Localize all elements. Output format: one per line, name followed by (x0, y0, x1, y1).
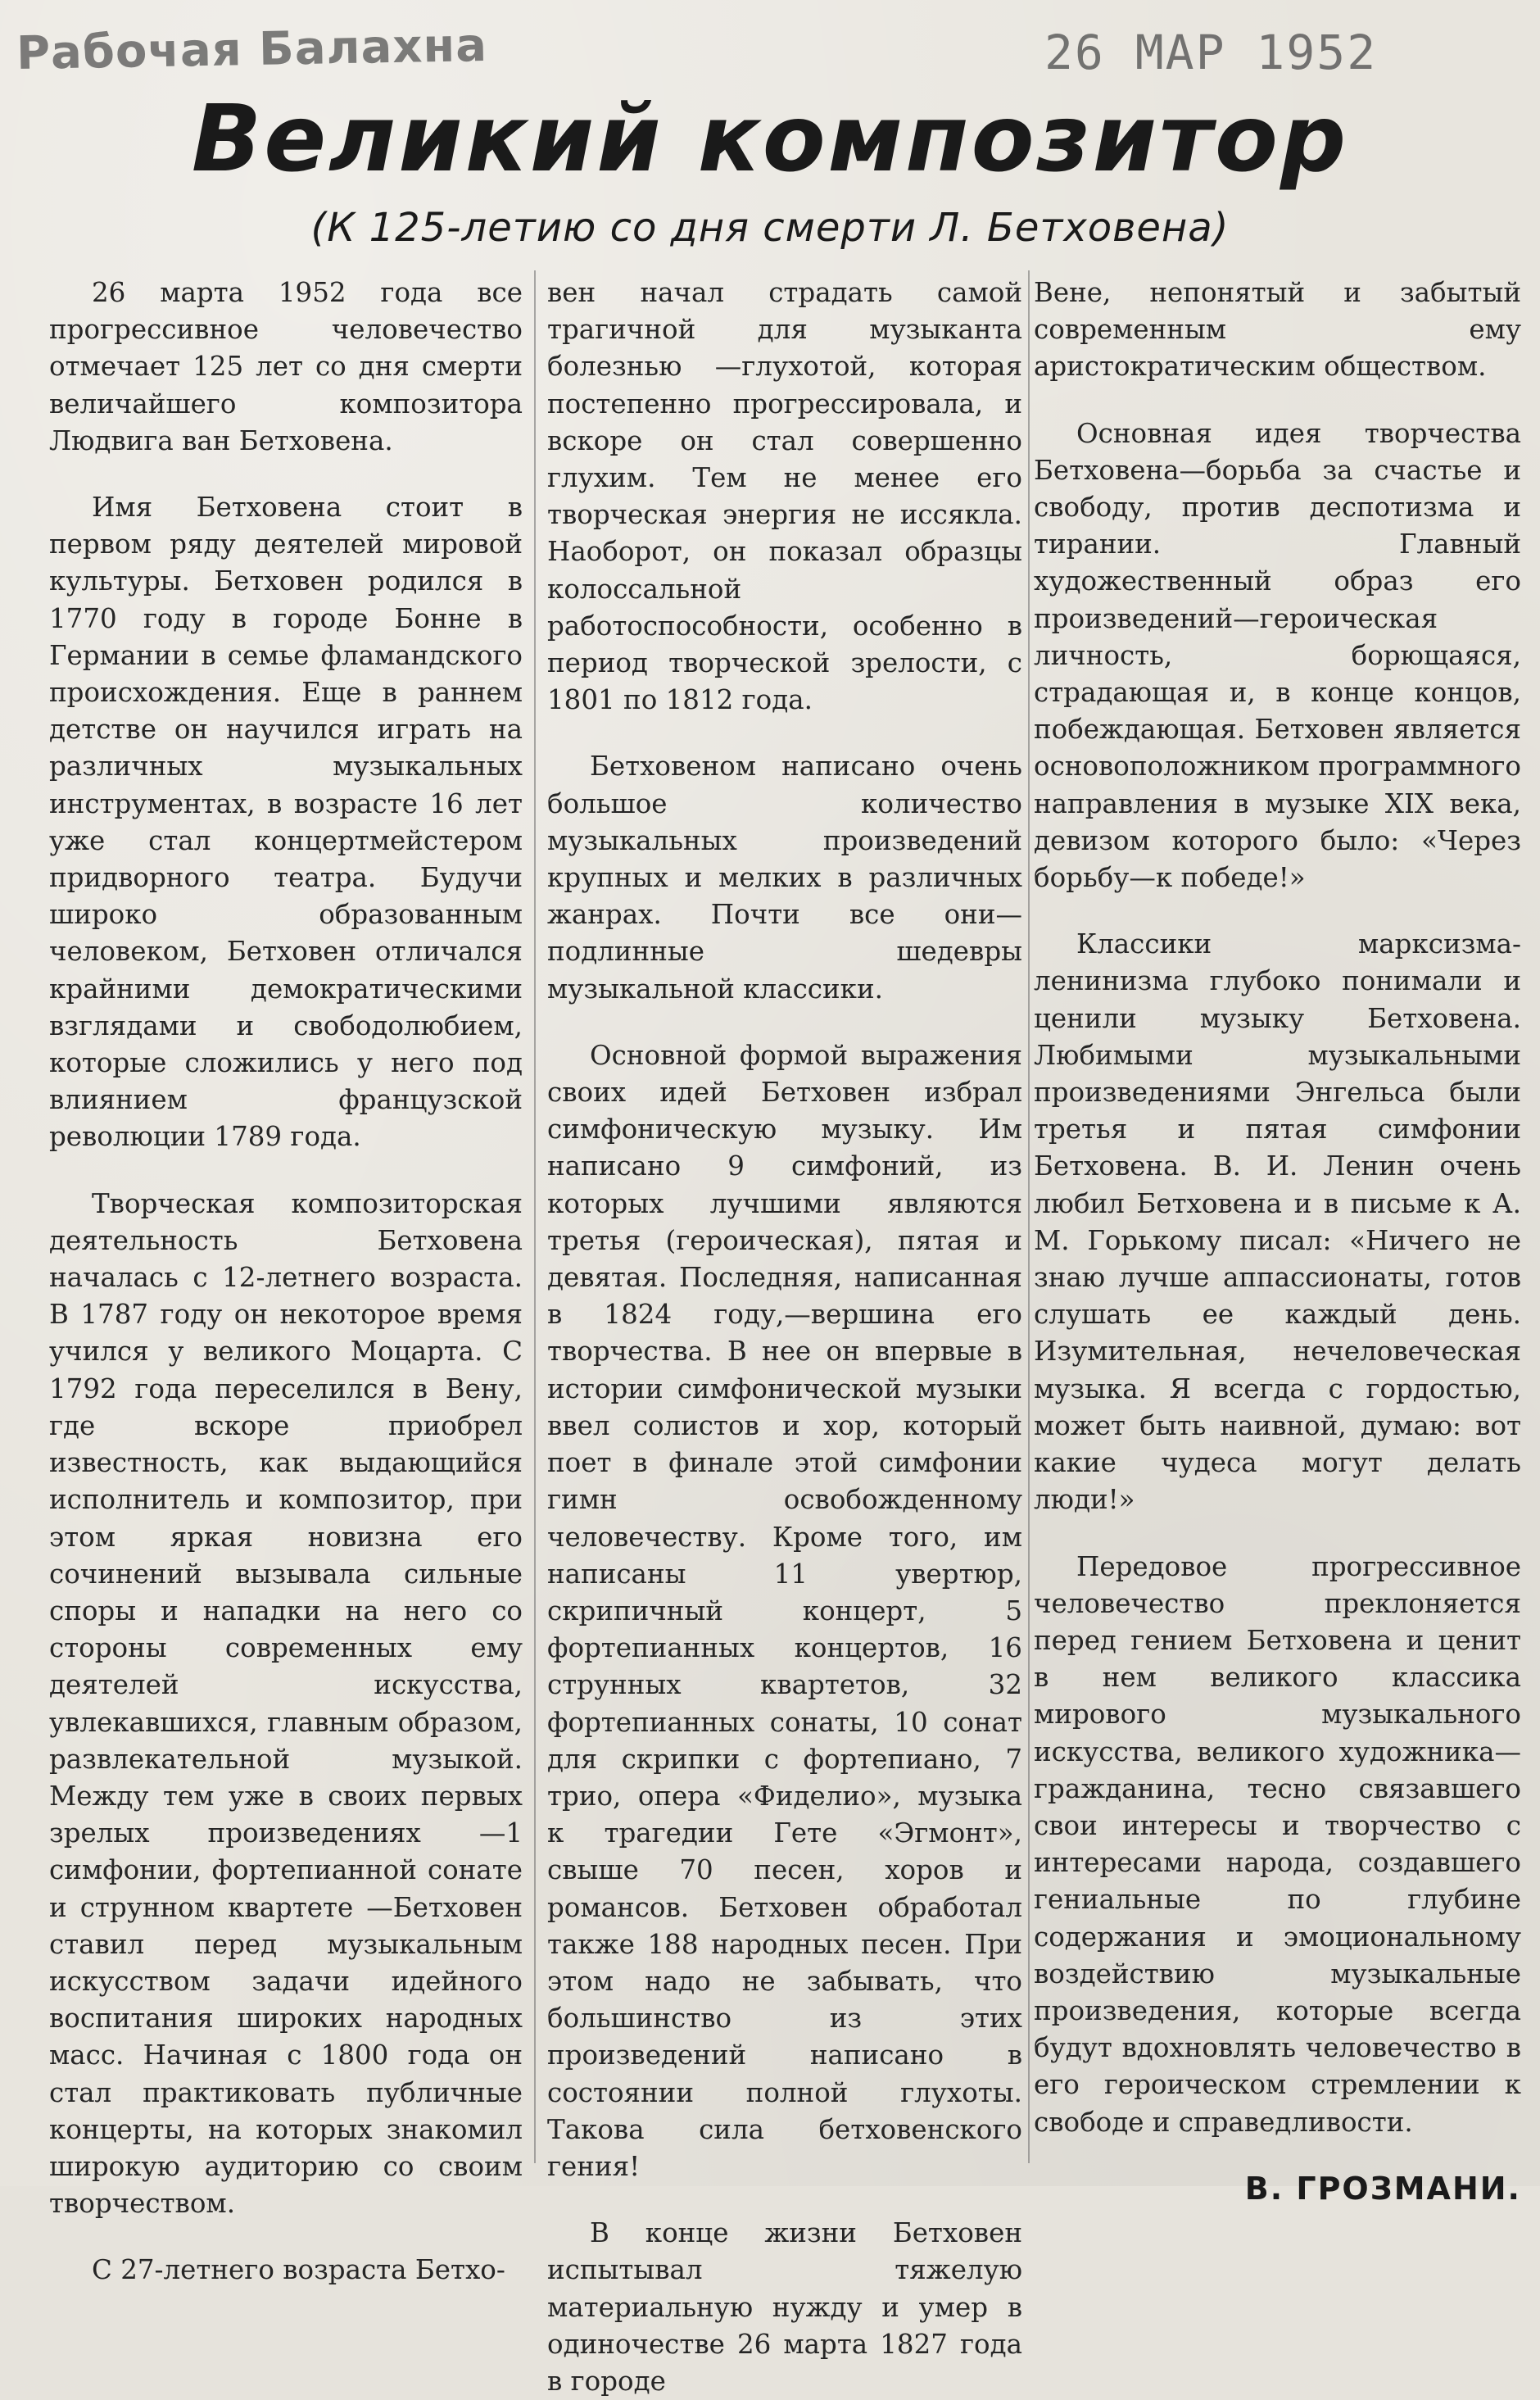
paragraph: Передовое прогрессивное человечество преклоняется перед гением Бетховена и ценит в нем великого классика мирового музыкального искусства, великого художника—гражданина, тесно связавшего свои интересы и творчество с интересами народа, создавшего гениальные по глубине содержания и эмоциональному воздействию музыкальные произведения, которые всегда будут вдохновлять человечество в его героическом стремлении к свободе и справедливости. (1034, 1550, 1521, 2138)
paragraph: Классики марксизма-ленинизма глубоко понимали и ценили музыку Бетховена. Любимыми музыкальными произведениями Энгельса были третья и пятая симфонии Бетховена. В. И. Ленин очень любил Бетховена и в письме к А. М. Горькому писал: «Ничего не знаю лучше аппассионаты, готов слушать ее каждый день. Изумительная, нечеловеческая музыка. Я всегда с гордостью, может быть наивной, думаю: вот какие чудеса могут делать люди!» (1034, 928, 1521, 1516)
article-headline: Великий композитор (191, 86, 1349, 193)
paragraph: Основной формой выражения своих идей Бетховен избрал симфоническую музыку. Им написано 9 симфоний, из которых лучшими являются третья (героическая), пятая и девятая. Последняя, написанная в 1824 году,—вершина его творчества. В нее он впервые в истории симфонической музыки ввел солистов и хор, который поет в финале этой симфонии гимн освобожденному человечеству. Кроме того, им написаны 11 увертюр, скрипичный концерт, 5 фортепианных концертов, 16 струнных квартетов, 32 фортепианных сонаты, 10 сонат для скрипки с фортепиано, 7 трио, опера «Фиделио», музыка к трагедии Гете «Эгмонт», свыше 70 песен, хоров и романсов. Бетховен обработал также 188 народных песен. При этом надо не забывать, что большинство из этих произведений написано в состоянии полной глухоты. Такова сила бетховенского гения! (547, 1039, 1022, 2182)
paragraph: Вене, непонятый и забытый современным ему аристократическим обществом. (1034, 277, 1521, 383)
paragraph: В конце жизни Бетховен испытывал тяжелую материальную нужду и умер в одиночестве 26 марта 1827 года в городе (547, 2217, 1022, 2397)
paragraph: вен начал страдать самой трагичной для музыканта болезнью —глухотой, которая постепенно прогрессировала, и вскоре он стал совершенно глухим. Тем не менее его творческая энергия не иссякла. Наоборот, он показал образцы колоссальной работоспособности, особенно в период творческой зрелости, с 1801 по 1812 года. (547, 277, 1022, 716)
paragraph: 26 марта 1952 года все прогрессивное человечество отмечает 125 лет со дня смерти величайшего композитора Людвига ван Бетховена. (49, 277, 523, 456)
paragraph: Имя Бетховена стоит в первом ряду деятелей мировой культуры. Бетховен родился в 1770 году в городе Бонне в Германии в семье фламандского происхождения. Еще в раннем детстве он научился играть на различных музыкальных инструментах, в возрасте 16 лет уже стал концертмейстером придворного театра. Будучи широко образованным человеком, Бетховен отличался крайними демократическими взглядами и свободолюбием, которые сложились у него под влиянием французской революции 1789 года. (49, 492, 523, 1153)
newspaper-name-stamp: Рабочая Балахна (16, 18, 488, 81)
paragraph: Бетховеном написано очень большое количество музыкальных произведений крупных и мелких в различных жанрах. Почти все они—подлинные шедевры музыкальной классики. (547, 751, 1022, 1005)
paragraph: Творческая композиторская деятельность Бетховена началась с 12-летнего возраста. В 1787 году он некоторое время учился у великого Моцарта. С 1792 года переселился в Вену, где вскоре приобрел известность, как выдающийся исполнитель и композитор, при этом яркая новизна его сочинений вызывала сильные споры и нападки на него со стороны современных ему деятелей искусства, увлекавшихся, главным образом, развлекательной музыкой. Между тем уже в своих первых зрелых произведениях —1 симфонии, фортепианной сонате и струнном квартете —Бетховен ставил перед музыкальным искусством задачи идейного воспитания широких народных масс. Начиная с 1800 года он стал практиковать публичные концерты, на которых знакомил широкую аудиторию со своим творчеством. (49, 1187, 523, 2220)
paragraph: Основная идея творчества Бетховена—борьба за счастье и свободу, против деспотизма и тирании. Главный художественный образ его произведений—героическая личность, борющаяся, страдающая и, в конце концов, побеждающая. Бетховен является основоположником программного направления в музыке XIX века, девизом которого было: «Через борьбу—к победе!» (1034, 417, 1521, 894)
author-signature: В. ГРОЗМАНИ. (1244, 2170, 1521, 2207)
column-divider (1028, 270, 1030, 2163)
column-divider (534, 270, 536, 2163)
article-subtitle: (К 125-летию со дня смерти Л. Бетховена) (310, 205, 1230, 251)
article-column-3 (1034, 274, 1521, 2207)
article-column-2 (547, 274, 1022, 2397)
paragraph: С 27-летнего возраста Бетхо- (92, 2254, 505, 2286)
article-column-1 (49, 274, 523, 2286)
date-stamp: 26 МАР 1952 (1044, 25, 1378, 80)
